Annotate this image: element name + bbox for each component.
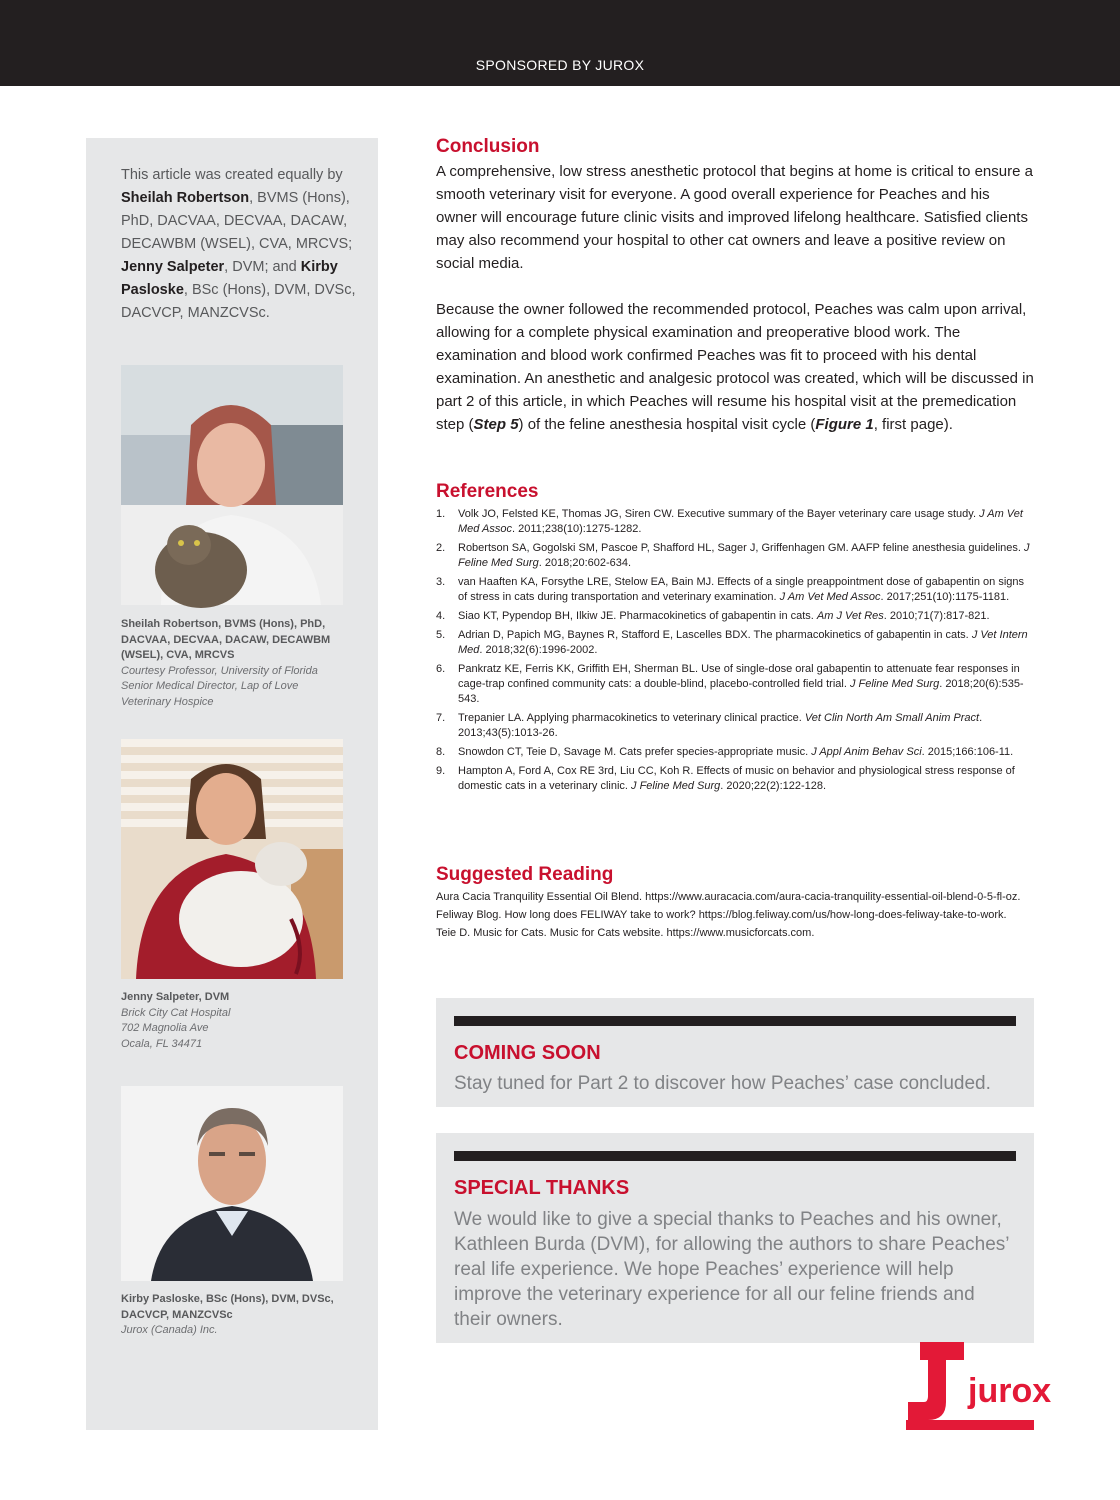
reference-text: Hampton A, Ford A, Cox RE 3rd, Liu CC, Koh R. Effects of music on behavior and physiological stress response of domestic cats in a veterinary clinic. bbox=[458, 765, 1015, 792]
reference-journal: Am J Vet Res bbox=[816, 610, 884, 622]
reference-journal: J Vet Intern Med bbox=[458, 629, 1028, 656]
intro-text: , BSc (Hons), DVM, DVSc, DACVCP, MANZCVSc. bbox=[121, 282, 356, 321]
author-name: Sheilah Robertson, BVMS (Hons), PhD, DACVAA, DECVAA, DACAW, DECAWBM (WSEL), CVA, MRCVS bbox=[121, 618, 331, 661]
box-divider-bar bbox=[454, 1016, 1016, 1026]
reference-journal: J Feline Med Surg bbox=[458, 542, 1030, 569]
reference-citation: . 2017;251(10):1175-1181. bbox=[880, 591, 1010, 603]
author-detail: Jurox (Canada) Inc. bbox=[121, 1324, 218, 1336]
reference-citation: . 2011;238(10):1275-1282. bbox=[512, 523, 642, 535]
intro-name-pasloske: Kirby Pasloske bbox=[121, 259, 338, 298]
reference-journal: J Am Vet Med Assoc bbox=[779, 591, 881, 603]
reference-citation: . 2018;20:602-634. bbox=[538, 557, 632, 569]
author-detail: 702 Magnolia Ave bbox=[121, 1022, 209, 1034]
photo-salpeter bbox=[121, 739, 343, 979]
reference-item bbox=[436, 662, 1034, 707]
reference-number: 5. bbox=[436, 629, 446, 641]
photo-pasloske bbox=[121, 1086, 343, 1281]
reference-number: 3. bbox=[436, 576, 446, 588]
sponsor-label: SPONSORED BY JUROX bbox=[475, 57, 645, 73]
reference-journal: J Feline Med Surg bbox=[849, 678, 940, 690]
conclusion-paragraph-2 bbox=[436, 298, 1034, 436]
reference-number: 2. bbox=[436, 542, 446, 554]
reference-item bbox=[436, 575, 1034, 605]
author-detail: Senior Medical Director, Lap of Love bbox=[121, 680, 299, 692]
reference-text: Volk JO, Felsted KE, Thomas JG, Siren CW. Executive summary of the Bayer veterinary care usage study. bbox=[458, 508, 980, 520]
author-name: Jenny Salpeter, DVM bbox=[121, 991, 230, 1003]
reference-item bbox=[436, 507, 1034, 537]
reference-citation: . 2018;32(6):1996-2002. bbox=[479, 644, 598, 656]
reference-text: Adrian D, Papich MG, Baynes R, Stafford E, Lascelles BDX. The pharmacokinetics of gabapentin in cats. bbox=[458, 629, 972, 641]
special-thanks-text: We would like to give a special thanks to Peaches and his owner, Kathleen Burda (DVM), for allowing the authors to share Peaches’ real life experience. We hope Peaches’ experience will help improve the veterinary experience for all our feline friends and their owners. bbox=[454, 1209, 1009, 1330]
intro-name-salpeter: Jenny Salpeter bbox=[121, 259, 225, 275]
author-detail: Veterinary Hospice bbox=[121, 695, 214, 708]
caption-pasloske bbox=[121, 1292, 361, 1339]
author-detail: Brick City Cat Hospital bbox=[121, 1006, 231, 1019]
step-reference: Step 5 bbox=[473, 416, 519, 433]
author-intro bbox=[121, 164, 361, 325]
intro-name-robertson: Sheilah Robertson bbox=[121, 190, 250, 206]
reference-citation: . 2010;71(7):817-821. bbox=[883, 610, 990, 622]
intro-text: , BVMS (Hons), PhD, DACVAA, DECVAA, DACAW, DECAWBM (WSEL), CVA, MRCVS; bbox=[121, 190, 353, 252]
reference-text: Trepanier LA. Applying pharmacokinetics to veterinary clinical practice. bbox=[458, 712, 805, 724]
reference-item bbox=[436, 711, 1034, 741]
reference-citation: . 2013;43(5):1013-26. bbox=[458, 712, 983, 739]
suggested-reading-heading: Suggested Reading bbox=[436, 864, 614, 885]
paragraph-text: Because the owner followed the recommended protocol, Peaches was calm upon arrival, allowing for a complete physical examination and preoperative blood work. The examination and blood work confirmed Peaches was fit to proceed with his dental examination. An anesthetic and analgesic protocol was created, which will be discussed in part 2 of this article, in which Peaches will resume his hospital visit at the premedication step ( bbox=[436, 301, 1034, 433]
intro-text: This article was created equally by bbox=[121, 167, 343, 183]
top-banner bbox=[0, 0, 1120, 86]
references-list bbox=[436, 507, 1034, 798]
reference-journal: J Am Vet Med Assoc bbox=[458, 508, 1023, 535]
reference-text: Snowdon CT, Teie D, Savage M. Cats prefer species-appropriate music. bbox=[458, 746, 812, 758]
conclusion-heading: Conclusion bbox=[436, 136, 540, 157]
reference-number: 4. bbox=[436, 610, 446, 622]
suggested-reading-list bbox=[436, 890, 1034, 944]
reference-citation: . 2015;166:106-11. bbox=[921, 746, 1014, 758]
coming-soon-box bbox=[436, 998, 1034, 1107]
box-divider-bar bbox=[454, 1151, 1016, 1161]
reference-item bbox=[436, 764, 1034, 794]
reference-number: 7. bbox=[436, 712, 446, 724]
reference-journal: J Appl Anim Behav Sci bbox=[811, 746, 922, 758]
reference-citation: . 2020;22(2):122-128. bbox=[720, 780, 827, 792]
conclusion-paragraph-1: A comprehensive, low stress anesthetic protocol that begins at home is critical to ensure a smooth veterinary visit for everyone. A good overall experience for Peaches and his owner will encourage future clinic visits and improved lifelong healthcare. Satisfied clients may also recommend your hospital to other cat owners and leave a positive review on social media. bbox=[436, 163, 1033, 272]
paragraph-text: ) of the feline anesthesia hospital visit cycle ( bbox=[518, 416, 816, 433]
reference-item bbox=[436, 609, 1034, 624]
caption-robertson bbox=[121, 617, 361, 710]
reference-journal: Vet Clin North Am Small Anim Pract bbox=[804, 712, 980, 724]
jurox-logo bbox=[906, 1336, 1052, 1432]
reference-number: 1. bbox=[436, 508, 446, 520]
special-thanks-title: SPECIAL THANKS bbox=[454, 1177, 630, 1199]
author-detail: Courtesy Professor, University of Florida bbox=[121, 664, 318, 677]
reference-item bbox=[436, 628, 1034, 658]
reference-journal: J Feline Med Surg bbox=[631, 780, 721, 792]
photo-robertson bbox=[121, 365, 343, 605]
references-heading: References bbox=[436, 481, 539, 502]
reference-number: 6. bbox=[436, 663, 446, 675]
author-name: Kirby Pasloske, BSc (Hons), DVM, DVSc, DACVCP, MANZCVSc bbox=[121, 1293, 334, 1321]
intro-text: , DVM; and bbox=[224, 259, 301, 275]
caption-salpeter bbox=[121, 990, 361, 1052]
logo-text: jurox bbox=[968, 1372, 1052, 1410]
reference-text: van Haaften KA, Forsythe LRE, Stelow EA, Bain MJ. Effects of a single preappointment dose of gabapentin on signs of stress in cats during transportation and veterinary examination. bbox=[458, 576, 1025, 603]
special-thanks-box bbox=[436, 1133, 1034, 1343]
figure-reference: Figure 1 bbox=[815, 416, 874, 433]
suggested-reading-item: Teie D. Music for Cats. Music for Cats website. https://www.musicforcats.com. bbox=[436, 927, 815, 939]
reference-number: 8. bbox=[436, 746, 446, 758]
reference-item bbox=[436, 541, 1034, 571]
reference-number: 9. bbox=[436, 765, 446, 777]
author-detail: Ocala, FL 34471 bbox=[121, 1037, 203, 1050]
reference-text: Siao KT, Pypendop BH, Ilkiw JE. Pharmacokinetics of gabapentin in cats. bbox=[458, 610, 817, 622]
reference-text: Robertson SA, Gogolski SM, Pascoe P, Shafford HL, Sager J, Griffenhagen GM. AAFP feline anesthesia guidelines. bbox=[458, 542, 1025, 554]
suggested-reading-item: Aura Cacia Tranquility Essential Oil Blend. https://www.auracacia.com/aura-cacia-tranquility-essential-oil-blend-0-5-fl-oz. bbox=[436, 891, 1021, 903]
reference-citation: . 2018;20(6):535-543. bbox=[458, 678, 1024, 705]
reference-text: Pankratz KE, Ferris KK, Griffith EH, Sherman BL. Use of single-dose oral gabapentin to attenuate fear responses in cage-trap confined community cats: a double-blind, placebo-controlled field trial. bbox=[458, 663, 1020, 690]
reference-item bbox=[436, 745, 1034, 760]
coming-soon-text: Stay tuned for Part 2 to discover how Peaches’ case concluded. bbox=[454, 1073, 991, 1094]
suggested-reading-item: Feliway Blog. How long does FELIWAY take to work? https://blog.feliway.com/us/how-long-does-feliway-take-to-work. bbox=[436, 909, 1007, 921]
coming-soon-title: COMING SOON bbox=[454, 1042, 601, 1064]
paragraph-text: , first page). bbox=[873, 416, 953, 433]
